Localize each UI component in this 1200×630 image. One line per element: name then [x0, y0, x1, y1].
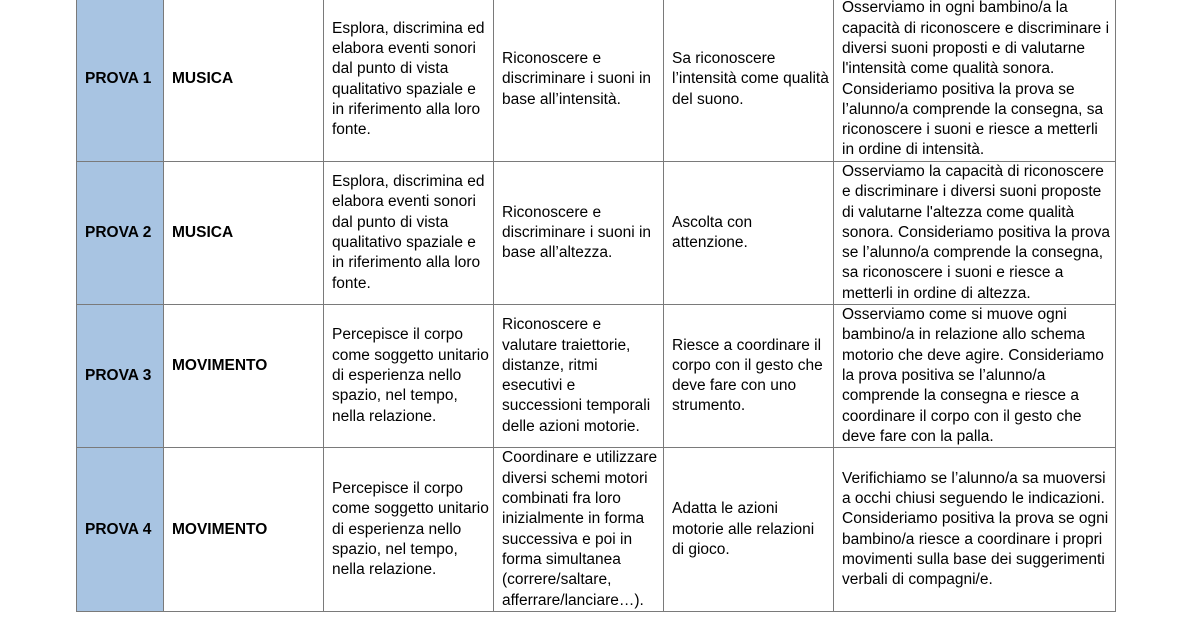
- indicatore-cell: [664, 305, 834, 448]
- obiettivo-text: Riconoscere e discriminare i suoni in base all’intensità.: [502, 50, 652, 108]
- osservazione-cell: [834, 162, 1116, 305]
- obiettivo-cell: [494, 305, 664, 448]
- traguardo-cell: [324, 448, 494, 612]
- traguardo-cell: [324, 162, 494, 305]
- area-label: [164, 305, 324, 448]
- indicatore-cell: [664, 162, 834, 305]
- traguardo-cell: [324, 305, 494, 448]
- obiettivo-text: Riconoscere e discriminare i suoni in base all’altezza.: [502, 203, 652, 262]
- osservazione-text: Osserviamo in ogni bambino/a la capacità di riconoscere e discriminare i diversi suoni proposti e di valutarne l'intensità come qualità sonora. Consideriamo positiva la prova se l’alunno/a comprende la consegna, sa riconoscere i suoni e riesce a metterli in ordine di intensità.: [842, 0, 1110, 159]
- obiettivo-text: Riconoscere e valutare traiettorie, distanze, ritmi esecutivi e successioni temporali delle azioni motorie.: [502, 316, 651, 435]
- osservazione-text: Verifichiamo se l’alunno/a sa muoversi a occhi chiusi seguendo le indicazioni. Consideriamo positiva la prova se ogni bambino/a riesce a coordinare i propri movimenti sulla base dei suggerimenti verbali di compagni/e.: [842, 469, 1109, 589]
- indicatore-cell: [664, 448, 834, 612]
- area-label: MOVIMENTO: [164, 448, 324, 612]
- traguardo-text: Percepisce il corpo come soggetto unitario di esperienza nello spazio, nel tempo, nella relazione.: [332, 479, 489, 579]
- prova-label: PROVA 4: [77, 448, 164, 612]
- indicatore-text: Ascolta con attenzione.: [672, 213, 753, 252]
- osservazione-cell: [834, 0, 1116, 162]
- traguardo-text: Percepisce il corpo come soggetto unitario di esperienza nello spazio, nel tempo, nella relazione.: [332, 326, 489, 425]
- traguardo-cell: [324, 0, 494, 162]
- table-row: [77, 162, 1116, 305]
- table-row: [77, 305, 1116, 448]
- indicatore-text: Riesce a coordinare il corpo con il gesto che deve fare con uno strumento.: [672, 336, 823, 415]
- osservazione-cell: [834, 448, 1116, 612]
- evaluation-table: [76, 0, 1116, 612]
- osservazione-text: Osserviamo la capacità di riconoscere e discriminare i diversi suoni proposte di valutarne l'altezza come qualità sonora. Consideriamo positiva la prova se l’alunno/a comprende la consegna, sa riconoscere i suoni e riesce a metterli in ordine di altezza.: [842, 163, 1110, 302]
- prova-label: PROVA 2: [77, 162, 164, 305]
- table-row: [77, 0, 1116, 162]
- obiettivo-cell: [494, 0, 664, 162]
- osservazione-text: Osserviamo come si muove ogni bambino/a in relazione allo schema motorio che deve agire. Consideriamo la prova positiva se l’alunno/a comprende la consegna e riesce a coordinare il corpo con il gesto che deve fare con la palla.: [842, 306, 1104, 445]
- table-row: [77, 448, 1116, 612]
- indicatore-text: Sa riconoscere l’intensità come qualità del suono.: [672, 50, 829, 108]
- obiettivo-text: Coordinare e utilizzare diversi schemi motori combinati fra loro inizialmente in forma successiva e poi in forma simultanea (correre/saltare, afferrare/lanciare…).: [502, 449, 658, 609]
- obiettivo-cell: [494, 448, 664, 612]
- area-label: MUSICA: [164, 162, 324, 305]
- area-text: MOVIMENTO: [172, 356, 268, 374]
- traguardo-text: Esplora, discrimina ed elabora eventi sonori dal punto di vista qualitativo spaziale e in riferimento alla loro fonte.: [332, 173, 485, 292]
- obiettivo-cell: [494, 162, 664, 305]
- area-label: MUSICA: [164, 0, 324, 162]
- indicatore-cell: [664, 0, 834, 162]
- traguardo-text: Esplora, discrimina ed elabora eventi sonori dal punto di vista qualitativo spaziale e in riferimento alla loro fonte.: [332, 19, 485, 139]
- prova-label: PROVA 1: [77, 0, 164, 162]
- osservazione-cell: [834, 305, 1116, 448]
- prova-label: PROVA 3: [77, 305, 164, 448]
- indicatore-text: Adatta le azioni motorie alle relazioni di gioco.: [672, 500, 815, 558]
